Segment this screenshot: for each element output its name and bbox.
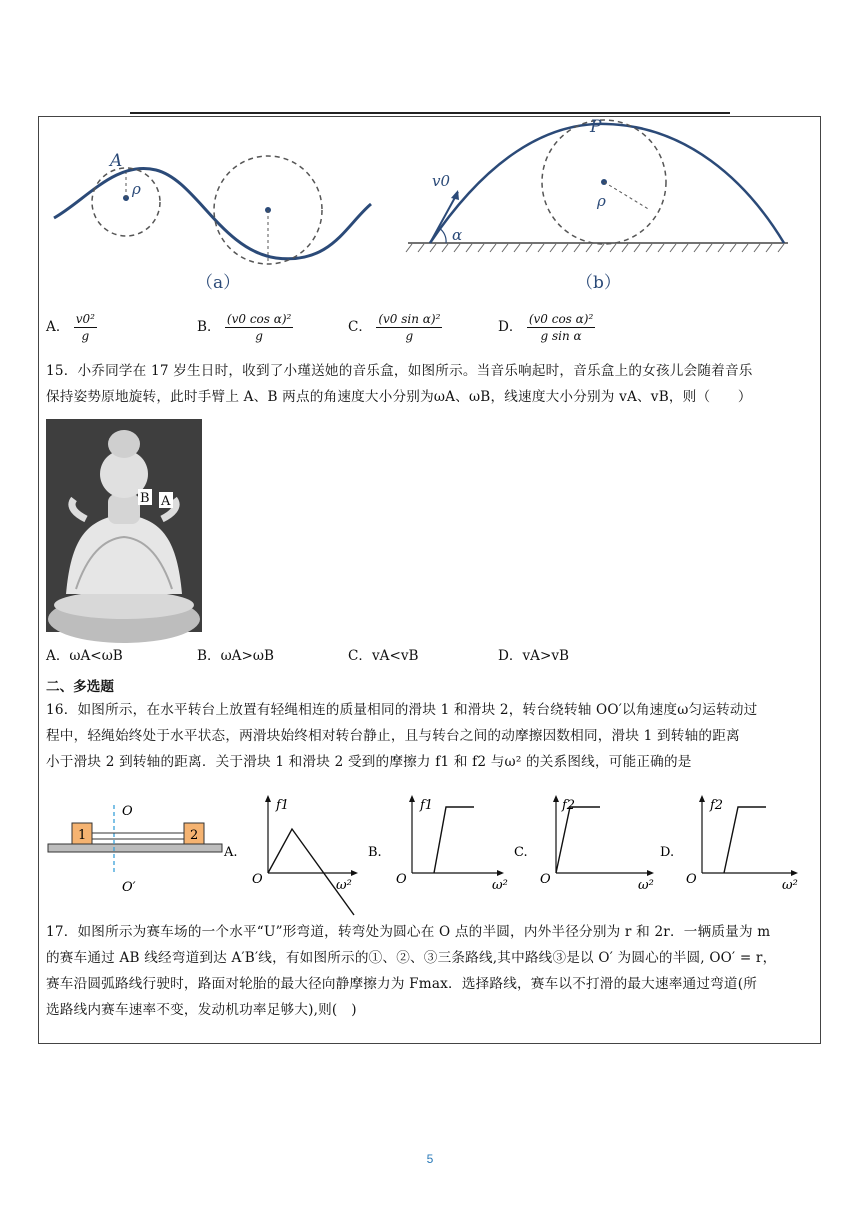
fig-b-v0: v0 [432, 172, 451, 190]
svg-text:ω²: ω² [782, 878, 798, 893]
q14-option-b[interactable]: B． $\frac{\text{(v0 cos α)²}}{g}$ [197, 312, 292, 343]
svg-text:f2: f2 [710, 798, 724, 813]
svg-text:1: 1 [78, 828, 87, 843]
q16-figures [46, 795, 826, 895]
q15-option-a[interactable]: A．ωA<ωB [46, 648, 123, 664]
svg-text:ω²: ω² [336, 878, 352, 893]
music-box-photo [46, 419, 202, 632]
fig-b-rho: ρ [597, 192, 606, 210]
turntable [48, 844, 222, 852]
axis-o-prime: O′ [122, 880, 136, 895]
fig-a-point-label: A [110, 151, 123, 171]
photo-label-b: B [140, 491, 150, 506]
svg-text:f1: f1 [420, 798, 434, 813]
q14-option-a[interactable]: A． $\frac{\text{v0²}}{g}$ [46, 312, 95, 343]
section-title: 二、多选题 [46, 679, 114, 695]
svg-text:2: 2 [190, 828, 199, 843]
ground-hatch [406, 244, 784, 252]
q15-stem: 15．小乔同学在 17 岁生日时，收到了小瑾送她的音乐盒，如图所示。当音乐响起时，音乐盒上的女孩儿会随着音乐 保持姿势原地旋转，此时手臂上 A、B 两点的角速度大小分别为ωA、ωB，线速度大小分别为 vA、vB，则（ ） [46, 363, 753, 405]
wave-curve [54, 168, 371, 258]
fig-b-alpha: α [452, 226, 463, 244]
projectile-arc [430, 124, 784, 243]
q14-option-d[interactable]: D． $\frac{\text{(v0 cos α)²}}{\text{g sin α}}$ [498, 312, 594, 343]
svg-text:ω²: ω² [638, 878, 654, 893]
fig-a-rho: ρ [132, 180, 141, 198]
q16-stem: 16．如图所示，在水平转台上放置有轻绳相连的质量相同的滑块 1 和滑块 2，转台绕转轴 OO′以角速度ω匀运转动过 程中，轻绳始终处于水平状态，两滑块始终相对转台静止，且与转台之间的动摩擦因数相同，滑块 1 到转轴的距离 小于滑块 2 到转轴的距离．关于滑块 1 和滑块 2 受到的摩擦力 f1 和 f2 与ω² 的关系图线，可能正确的是 [46, 702, 758, 770]
page-number: 5 [426, 1152, 434, 1166]
q15-option-c[interactable]: C．vA<vB [348, 648, 419, 664]
axis-o: O [122, 804, 133, 819]
svg-text:ω²: ω² [492, 878, 508, 893]
svg-text:f1: f1 [276, 798, 290, 813]
photo-label-a: A [161, 494, 171, 509]
fig-a-caption: （a） [196, 273, 241, 293]
fig-b-point-label: P [590, 117, 602, 137]
graph-d-letter: D. [660, 845, 675, 860]
q14-option-c[interactable]: C． $\frac{\text{(v0 sin α)²}}{g}$ [348, 312, 441, 343]
q15-option-b[interactable]: B．ωA>ωB [197, 648, 274, 664]
music-box-figure-icon [46, 419, 202, 632]
header-rule [130, 112, 730, 114]
svg-text:O: O [252, 872, 263, 887]
graph-b-letter: B. [368, 845, 382, 860]
svg-text:O: O [396, 872, 407, 887]
q17-stem: 17．如图所示为赛车场的一个水平“U”形弯道，转弯处为圆心在 O 点的半圆，内外半径分别为 r 和 2r．一辆质量为 m 的赛车通过 AB 线经弯道到达 A′B′线，有如图所示的①、②、③三条路线,其中路线③是以 O′ 为圆心的半圆, OO′ = r， 赛车沿圆弧路线行驶时，路面对轮胎的最大径向静摩擦力为 Fmax．选择路线，赛车以不打滑的最大速率通过弯道(所 选路线内赛车速率不变，发动机功率足够大),则( ) [46, 924, 777, 1018]
svg-text:O: O [540, 872, 551, 887]
q15-option-d[interactable]: D．vA>vB [498, 648, 570, 664]
graph-c-letter: C. [514, 845, 528, 860]
q14-figures [46, 117, 826, 300]
svg-text:f2: f2 [562, 798, 576, 813]
fig-b-caption: （b） [576, 273, 621, 293]
svg-text:O: O [686, 872, 697, 887]
graph-a-letter: A. [224, 845, 238, 860]
